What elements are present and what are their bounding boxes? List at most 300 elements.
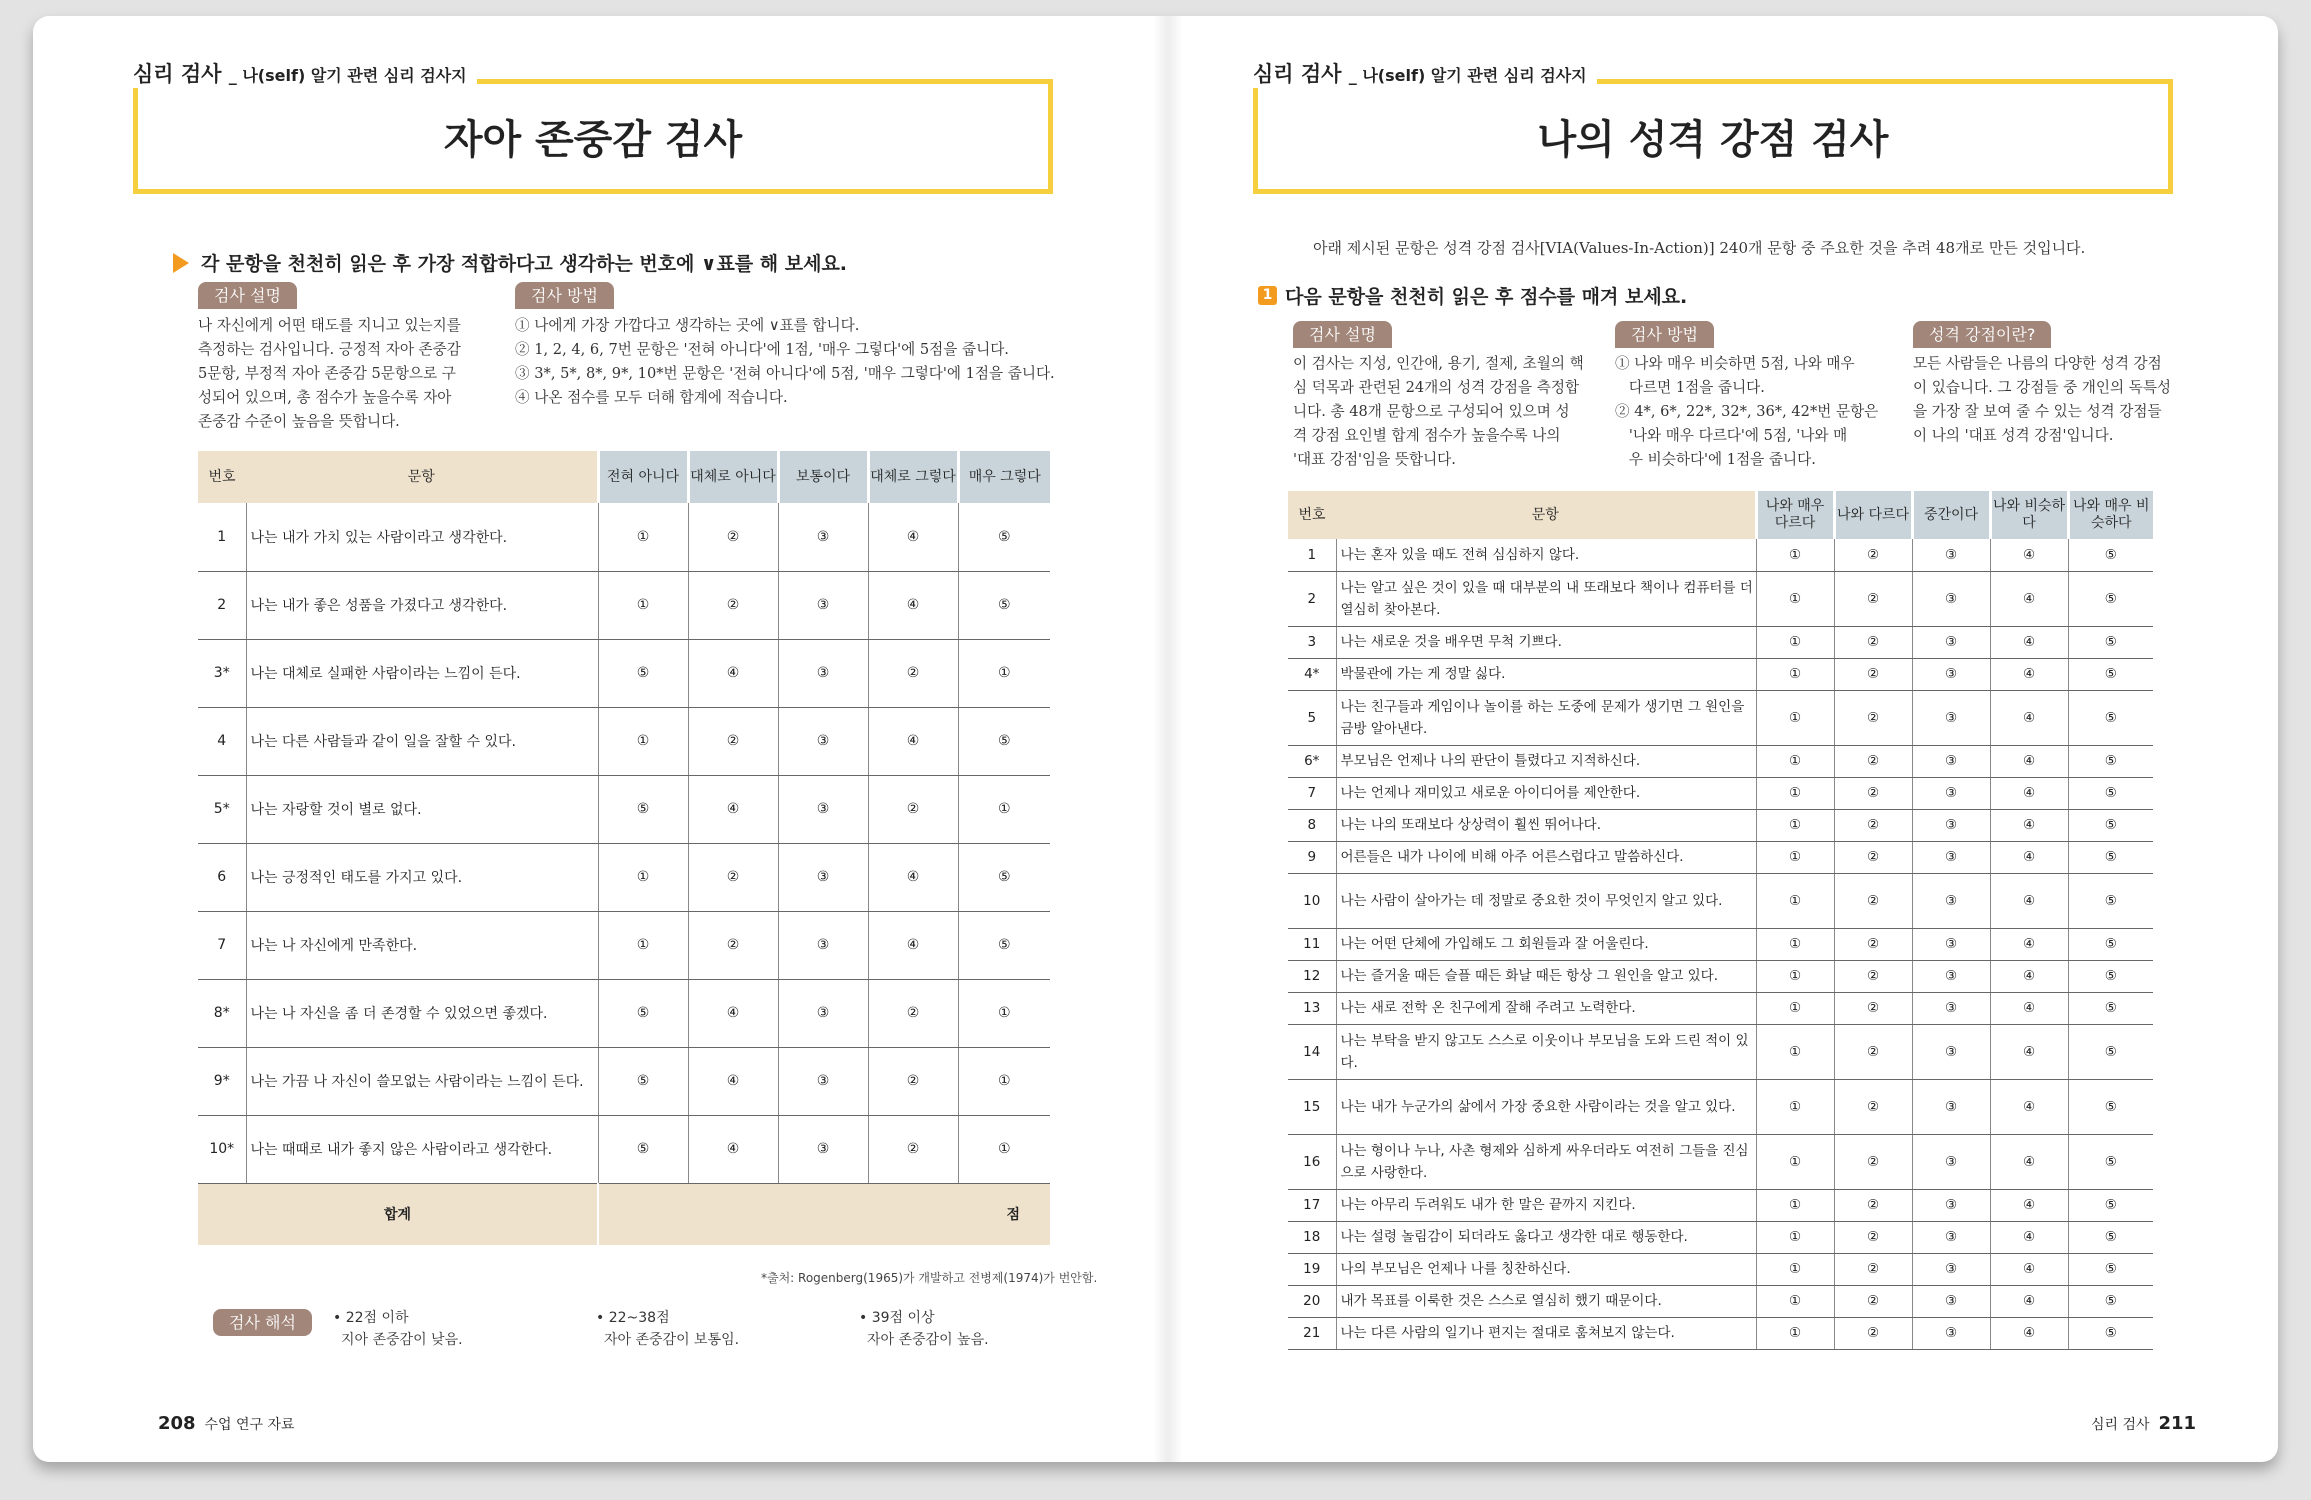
score-option[interactable]: ② xyxy=(688,911,778,979)
row-number: 18 xyxy=(1288,1221,1336,1253)
category-label: 심리 검사 _ 나(self) 알기 관련 심리 검사지 xyxy=(1253,58,1597,88)
row-question: 나는 나의 또래보다 상상력이 훨씬 뛰어나다. xyxy=(1336,809,1756,841)
table-row xyxy=(198,503,1050,571)
desc-line: 5문항, 부정적 자아 존중감 5문항으로 구 xyxy=(198,365,456,382)
desc-line: 성되어 있으며, 총 점수가 높을수록 자아 xyxy=(198,389,452,406)
score-option[interactable]: ① xyxy=(598,571,688,639)
table-row xyxy=(198,571,1050,639)
row-number: 7 xyxy=(198,911,246,979)
total-row xyxy=(198,1183,1050,1245)
score-option[interactable]: ⑤ xyxy=(598,1115,688,1183)
row-number: 5* xyxy=(198,775,246,843)
score-option[interactable]: ① xyxy=(1756,873,1834,928)
method-text xyxy=(1615,352,1878,472)
score-option[interactable]: ⑤ xyxy=(2068,745,2153,777)
table-row xyxy=(1288,539,2153,571)
score-option[interactable]: ④ xyxy=(1990,992,2068,1024)
row-question: 나는 가끔 나 자신이 쓸모없는 사람이라는 느낌이 든다. xyxy=(246,1047,598,1115)
score-option[interactable]: ④ xyxy=(1990,928,2068,960)
total-label: 합계 xyxy=(198,1183,598,1245)
score-option[interactable]: ⑤ xyxy=(2068,1189,2153,1221)
score-option[interactable]: ③ xyxy=(1912,1134,1990,1189)
score-option[interactable]: ⑤ xyxy=(598,639,688,707)
header-c4: 대체로 그렇다 xyxy=(868,451,958,503)
row-question: 나는 혼자 있을 때도 전혀 심심하지 않다. xyxy=(1336,539,1756,571)
source-note: *출처: Rogenberg(1965)가 개발하고 전병제(1974)가 번안함. xyxy=(761,1271,1098,1285)
row-number: 6* xyxy=(1288,745,1336,777)
score-option[interactable]: ③ xyxy=(1912,1189,1990,1221)
score-option[interactable]: ② xyxy=(1834,1253,1912,1285)
table-row xyxy=(1288,992,2153,1024)
score-option[interactable]: ⑤ xyxy=(2068,1221,2153,1253)
score-option[interactable]: ④ xyxy=(1990,1317,2068,1349)
score-option[interactable]: ① xyxy=(1756,1189,1834,1221)
strength-line: 이 있습니다. 그 강점들 중 개인의 독특성 xyxy=(1913,379,2172,396)
score-option[interactable]: ② xyxy=(1834,1024,1912,1079)
row-number: 3 xyxy=(1288,626,1336,658)
score-option[interactable]: ④ xyxy=(868,843,958,911)
score-option[interactable]: ① xyxy=(1756,1024,1834,1079)
score-option[interactable]: ① xyxy=(1756,1317,1834,1349)
row-question: 나는 아무리 두려워도 내가 한 말은 끝까지 지킨다. xyxy=(1336,1189,1756,1221)
row-number: 21 xyxy=(1288,1317,1336,1349)
table-row xyxy=(1288,960,2153,992)
score-option[interactable]: ② xyxy=(868,1115,958,1183)
score-option[interactable]: ③ xyxy=(1912,777,1990,809)
table-row xyxy=(1288,809,2153,841)
score-option[interactable]: ② xyxy=(1834,809,1912,841)
header-c2: 대체로 아니다 xyxy=(688,451,778,503)
row-question: 나는 어떤 단체에 가입해도 그 회원들과 잘 어울린다. xyxy=(1336,928,1756,960)
method-line: 다르면 1점을 줍니다. xyxy=(1615,379,1765,396)
header-no: 번호 xyxy=(198,451,246,503)
header-c1: 나와 매우 다르다 xyxy=(1756,491,1834,539)
score-option[interactable]: ④ xyxy=(1990,1221,2068,1253)
score-option[interactable]: ① xyxy=(958,775,1050,843)
score-option[interactable]: ① xyxy=(958,979,1050,1047)
score-option[interactable]: ④ xyxy=(868,911,958,979)
header-no: 번호 xyxy=(1288,491,1336,539)
row-question: 나는 다른 사람들과 같이 일을 잘할 수 있다. xyxy=(246,707,598,775)
row-question: 나는 친구들과 게임이나 놀이를 하는 도중에 문제가 생기면 그 원인을 금방 알아낸다. xyxy=(1336,690,1756,745)
score-option[interactable]: ② xyxy=(1834,745,1912,777)
score-option[interactable]: ④ xyxy=(1990,777,2068,809)
score-option[interactable]: ① xyxy=(598,707,688,775)
score-option[interactable]: ③ xyxy=(1912,745,1990,777)
table-row xyxy=(1288,690,2153,745)
score-option[interactable]: ⑤ xyxy=(2068,992,2153,1024)
row-question: 나는 사람이 살아가는 데 정말로 중요한 것이 무엇인지 알고 있다. xyxy=(1336,873,1756,928)
table-row xyxy=(1288,928,2153,960)
score-option[interactable]: ② xyxy=(1834,658,1912,690)
score-option[interactable]: ① xyxy=(1756,777,1834,809)
table-row xyxy=(198,639,1050,707)
score-option[interactable]: ⑤ xyxy=(2068,777,2153,809)
book-spine xyxy=(1153,16,1183,1462)
score-option[interactable]: ④ xyxy=(1990,1079,2068,1134)
score-option[interactable]: ④ xyxy=(1990,658,2068,690)
score-option[interactable]: ① xyxy=(958,1047,1050,1115)
score-option[interactable]: ④ xyxy=(1990,539,2068,571)
desc-line: '대표 강점'임을 뜻합니다. xyxy=(1293,451,1456,468)
score-option[interactable]: ② xyxy=(1834,1317,1912,1349)
score-option[interactable]: ⑤ xyxy=(2068,873,2153,928)
header-item: 문항 xyxy=(1336,491,1756,539)
method-line: ① 나에게 가장 가깝다고 생각하는 곳에 ∨표를 합니다. xyxy=(515,317,860,334)
score-option[interactable]: ⑤ xyxy=(2068,1079,2153,1134)
row-question: 나는 내가 가치 있는 사람이라고 생각한다. xyxy=(246,503,598,571)
score-option[interactable]: ③ xyxy=(1912,1253,1990,1285)
score-option[interactable]: ③ xyxy=(1912,658,1990,690)
score-option[interactable]: ③ xyxy=(1912,571,1990,626)
score-option[interactable]: ⑤ xyxy=(2068,1317,2153,1349)
score-option[interactable]: ④ xyxy=(1990,1024,2068,1079)
score-option[interactable]: ② xyxy=(1834,1221,1912,1253)
score-option[interactable]: ② xyxy=(1834,1134,1912,1189)
table-row xyxy=(198,843,1050,911)
score-option[interactable]: ① xyxy=(1756,960,1834,992)
row-number: 1 xyxy=(1288,539,1336,571)
row-number: 5 xyxy=(1288,690,1336,745)
score-option[interactable]: ⑤ xyxy=(958,843,1050,911)
score-option[interactable]: ③ xyxy=(1912,841,1990,873)
table-row xyxy=(1288,626,2153,658)
header-c5: 매우 그렇다 xyxy=(958,451,1050,503)
category-label: 심리 검사 _ 나(self) 알기 관련 심리 검사지 xyxy=(133,58,477,88)
score-option[interactable]: ② xyxy=(1834,992,1912,1024)
row-question: 나는 나 자신에게 만족한다. xyxy=(246,911,598,979)
row-number: 10* xyxy=(198,1115,246,1183)
score-option[interactable]: ② xyxy=(688,843,778,911)
score-option[interactable]: ⑤ xyxy=(2068,928,2153,960)
score-option[interactable]: ④ xyxy=(1990,571,2068,626)
score-option[interactable]: ② xyxy=(688,707,778,775)
score-option[interactable]: ② xyxy=(868,1047,958,1115)
score-option[interactable]: ③ xyxy=(778,639,868,707)
score-option[interactable]: ④ xyxy=(1990,745,2068,777)
score-option[interactable]: ③ xyxy=(1912,960,1990,992)
score-option[interactable]: ⑤ xyxy=(2068,539,2153,571)
score-option[interactable]: ③ xyxy=(778,979,868,1047)
score-option[interactable]: ⑤ xyxy=(598,775,688,843)
interp-badge: 검사 해석 xyxy=(213,1309,312,1336)
score-option[interactable]: ② xyxy=(1834,777,1912,809)
desc-text xyxy=(198,314,461,434)
score-option[interactable]: ② xyxy=(1834,928,1912,960)
score-option[interactable]: ① xyxy=(1756,1079,1834,1134)
intro-text: 아래 제시된 문항은 성격 강점 검사[VIA(Values-In-Action)] 240개 문항 중 주요한 것을 추려 48개로 만든 것입니다. xyxy=(1313,239,2086,257)
strength-line: 이 나의 '대표 성격 강점'입니다. xyxy=(1913,427,2114,444)
page-footer: 심리 검사 211 xyxy=(2091,1413,2197,1434)
method-line: ③ 3*, 5*, 8*, 9*, 10*번 문항은 '전혀 아니다'에 5점, '매우 그렇다'에 1점을 줍니다. xyxy=(515,365,1055,382)
score-option[interactable]: ① xyxy=(598,911,688,979)
score-option[interactable]: ④ xyxy=(1990,1253,2068,1285)
score-option[interactable]: ① xyxy=(1756,626,1834,658)
score-option[interactable]: ③ xyxy=(1912,1221,1990,1253)
score-option[interactable]: ③ xyxy=(778,571,868,639)
score-option[interactable]: ⑤ xyxy=(2068,1253,2153,1285)
page-footer: 208 수업 연구 자료 xyxy=(158,1413,295,1434)
score-option[interactable]: ④ xyxy=(868,707,958,775)
row-question: 나는 형이나 누나, 사촌 형제와 심하게 싸우더라도 여전히 그들을 진심으로 사랑한다. xyxy=(1336,1134,1756,1189)
row-question: 나는 자랑할 것이 별로 없다. xyxy=(246,775,598,843)
arrow-icon xyxy=(173,253,189,273)
table-row xyxy=(1288,1253,2153,1285)
table-row xyxy=(1288,1317,2153,1349)
score-option[interactable]: ③ xyxy=(1912,809,1990,841)
score-option[interactable]: ④ xyxy=(1990,1134,2068,1189)
score-option[interactable]: ⑤ xyxy=(598,979,688,1047)
score-option[interactable]: ① xyxy=(1756,539,1834,571)
strength-text xyxy=(1913,352,2171,448)
header-item: 문항 xyxy=(246,451,598,503)
method-line: ② 4*, 6*, 22*, 32*, 36*, 42*번 문항은 xyxy=(1615,403,1879,420)
header-c5: 나와 매우 비슷하다 xyxy=(2068,491,2153,539)
score-option[interactable]: ④ xyxy=(1990,873,2068,928)
table-row xyxy=(1288,1079,2153,1134)
score-option[interactable]: ④ xyxy=(688,775,778,843)
table-row xyxy=(198,1115,1050,1183)
score-option[interactable]: ⑤ xyxy=(2068,841,2153,873)
score-option[interactable]: ⑤ xyxy=(958,503,1050,571)
score-option[interactable]: ② xyxy=(1834,1189,1912,1221)
score-option[interactable]: ③ xyxy=(1912,1317,1990,1349)
interp-3: • 39점 이상 자아 존중감이 높음. xyxy=(859,1310,989,1348)
header-c2: 나와 다르다 xyxy=(1834,491,1912,539)
score-option[interactable]: ③ xyxy=(778,911,868,979)
score-option[interactable]: ② xyxy=(868,979,958,1047)
score-option[interactable]: ④ xyxy=(868,571,958,639)
row-number: 3* xyxy=(198,639,246,707)
score-option[interactable]: ② xyxy=(868,639,958,707)
score-option[interactable]: ③ xyxy=(778,503,868,571)
score-option[interactable]: ③ xyxy=(778,707,868,775)
score-option[interactable]: ② xyxy=(868,775,958,843)
interp-2: • 22~38점 자아 존중감이 보통임. xyxy=(596,1310,740,1348)
score-option[interactable]: ① xyxy=(1756,992,1834,1024)
score-option[interactable]: ⑤ xyxy=(2068,809,2153,841)
instruction: 각 문항을 천천히 읽은 후 가장 적합하다고 생각하는 번호에 ∨표를 해 보세요. xyxy=(173,249,847,276)
method-line: ② 1, 2, 4, 6, 7번 문항은 '전혀 아니다'에 1점, '매우 그렇다'에 5점을 줍니다. xyxy=(515,341,1009,358)
row-question: 어른들은 내가 나이에 비해 아주 어른스럽다고 말씀하신다. xyxy=(1336,841,1756,873)
table-row xyxy=(1288,1024,2153,1079)
row-question: 박물관에 가는 게 정말 싫다. xyxy=(1336,658,1756,690)
score-option[interactable]: ① xyxy=(958,1115,1050,1183)
score-option[interactable]: ① xyxy=(1756,841,1834,873)
row-number: 15 xyxy=(1288,1079,1336,1134)
method-line: '나와 매우 다르다'에 5점, '나와 매 xyxy=(1615,427,1848,444)
score-option[interactable]: ① xyxy=(1756,745,1834,777)
score-option[interactable]: ② xyxy=(1834,841,1912,873)
row-number: 13 xyxy=(1288,992,1336,1024)
total-field[interactable]: 점 xyxy=(598,1183,1050,1245)
self-esteem-table xyxy=(198,451,1050,1245)
row-number: 8 xyxy=(1288,809,1336,841)
row-question: 나는 때때로 내가 좋지 않은 사람이라고 생각한다. xyxy=(246,1115,598,1183)
table-row xyxy=(1288,658,2153,690)
score-option[interactable]: ④ xyxy=(1990,841,2068,873)
row-question: 나는 부탁을 받지 않고도 스스로 이웃이나 부모님을 도와 드린 적이 있다. xyxy=(1336,1024,1756,1079)
score-option[interactable]: ② xyxy=(1834,690,1912,745)
score-option[interactable]: ① xyxy=(1756,928,1834,960)
score-option[interactable]: ④ xyxy=(688,639,778,707)
row-number: 1 xyxy=(198,503,246,571)
row-number: 20 xyxy=(1288,1285,1336,1317)
score-option[interactable]: ④ xyxy=(1990,1285,2068,1317)
table-row xyxy=(198,707,1050,775)
score-option[interactable]: ③ xyxy=(1912,690,1990,745)
score-option[interactable]: ⑤ xyxy=(598,1047,688,1115)
score-option[interactable]: ① xyxy=(1756,1221,1834,1253)
row-number: 17 xyxy=(1288,1189,1336,1221)
header-c4: 나와 비슷하다 xyxy=(1990,491,2068,539)
row-question: 나의 부모님은 언제나 나를 칭찬하신다. xyxy=(1336,1253,1756,1285)
score-option[interactable]: ② xyxy=(1834,1079,1912,1134)
instruction: 1 다음 문항을 천천히 읽은 후 점수를 매겨 보세요. xyxy=(1258,282,1687,309)
score-option[interactable]: ⑤ xyxy=(2068,658,2153,690)
score-option[interactable]: ③ xyxy=(778,843,868,911)
row-number: 2 xyxy=(198,571,246,639)
score-option[interactable]: ③ xyxy=(1912,873,1990,928)
score-option[interactable]: ③ xyxy=(1912,1079,1990,1134)
score-option[interactable]: ① xyxy=(958,639,1050,707)
score-option[interactable]: ④ xyxy=(688,979,778,1047)
method-badge: 검사 방법 xyxy=(515,282,614,309)
row-number: 9* xyxy=(198,1047,246,1115)
score-option[interactable]: ⑤ xyxy=(958,911,1050,979)
page-title: 자아 존중감 검사 xyxy=(133,79,1053,194)
row-question: 내가 목표를 이룩한 것은 스스로 열심히 했기 때문이다. xyxy=(1336,1285,1756,1317)
strength-line: 모든 사람들은 나름의 다양한 성격 강점 xyxy=(1913,355,2162,372)
score-option[interactable]: ④ xyxy=(1990,960,2068,992)
page-title: 나의 성격 강점 검사 xyxy=(1253,79,2173,194)
row-number: 14 xyxy=(1288,1024,1336,1079)
score-option[interactable]: ④ xyxy=(1990,626,2068,658)
score-option[interactable]: ② xyxy=(1834,873,1912,928)
score-option[interactable]: ② xyxy=(1834,571,1912,626)
score-option[interactable]: ③ xyxy=(1912,992,1990,1024)
score-option[interactable]: ② xyxy=(1834,626,1912,658)
score-option[interactable]: ① xyxy=(1756,809,1834,841)
method-line: ④ 나온 점수를 모두 더해 합계에 적습니다. xyxy=(515,389,788,406)
score-option[interactable]: ④ xyxy=(1990,1189,2068,1221)
row-question: 나는 언제나 재미있고 새로운 아이디어를 제안한다. xyxy=(1336,777,1756,809)
table-row xyxy=(1288,571,2153,626)
score-option[interactable]: ② xyxy=(1834,960,1912,992)
right-page xyxy=(1253,16,2213,1462)
score-option[interactable]: ⑤ xyxy=(2068,960,2153,992)
score-option[interactable]: ① xyxy=(1756,571,1834,626)
table-row xyxy=(198,1047,1050,1115)
score-option[interactable]: ⑤ xyxy=(2068,1024,2153,1079)
score-option[interactable]: ③ xyxy=(1912,928,1990,960)
score-option[interactable]: ② xyxy=(1834,1285,1912,1317)
row-question: 나는 나 자신을 좀 더 존경할 수 있었으면 좋겠다. xyxy=(246,979,598,1047)
desc-badge: 검사 설명 xyxy=(1293,321,1392,348)
score-option[interactable]: ⑤ xyxy=(958,707,1050,775)
score-option[interactable]: ③ xyxy=(1912,539,1990,571)
score-option[interactable]: ④ xyxy=(688,1115,778,1183)
table-row xyxy=(1288,777,2153,809)
row-number: 8* xyxy=(198,979,246,1047)
score-option[interactable]: ① xyxy=(598,503,688,571)
score-option[interactable]: ① xyxy=(1756,1134,1834,1189)
row-question: 나는 대체로 실패한 사람이라는 느낌이 든다. xyxy=(246,639,598,707)
score-option[interactable]: ① xyxy=(598,843,688,911)
row-question: 나는 다른 사람의 일기나 편지는 절대로 훔쳐보지 않는다. xyxy=(1336,1317,1756,1349)
table-row xyxy=(198,775,1050,843)
desc-line: 격 강점 요인별 합계 점수가 높을수록 나의 xyxy=(1293,427,1561,444)
score-option[interactable]: ③ xyxy=(778,1047,868,1115)
method-line: 우 비슷하다'에 1점을 줍니다. xyxy=(1615,451,1816,468)
left-page xyxy=(133,16,1098,1462)
table-row xyxy=(1288,1285,2153,1317)
score-option[interactable]: ④ xyxy=(868,503,958,571)
table-row xyxy=(1288,1134,2153,1189)
row-number: 9 xyxy=(1288,841,1336,873)
row-number: 6 xyxy=(198,843,246,911)
table-row xyxy=(1288,873,2153,928)
row-number: 4* xyxy=(1288,658,1336,690)
score-option[interactable]: ② xyxy=(1834,539,1912,571)
score-option[interactable]: ③ xyxy=(778,775,868,843)
row-number: 2 xyxy=(1288,571,1336,626)
table-row xyxy=(1288,841,2153,873)
interp-1: • 22점 이하 지아 존중감이 낮음. xyxy=(333,1310,463,1348)
row-question: 나는 내가 누군가의 삶에서 가장 중요한 사람이라는 것을 알고 있다. xyxy=(1336,1079,1756,1134)
row-number: 19 xyxy=(1288,1253,1336,1285)
score-option[interactable]: ⑤ xyxy=(2068,1285,2153,1317)
score-option[interactable]: ④ xyxy=(1990,809,2068,841)
row-number: 16 xyxy=(1288,1134,1336,1189)
score-option[interactable]: ② xyxy=(688,571,778,639)
method-badge: 검사 방법 xyxy=(1615,321,1714,348)
desc-line: 이 검사는 지성, 인간애, 용기, 절제, 초월의 핵 xyxy=(1293,355,1584,372)
score-option[interactable]: ③ xyxy=(778,1115,868,1183)
score-option[interactable]: ④ xyxy=(1990,690,2068,745)
score-option[interactable]: ① xyxy=(1756,658,1834,690)
row-number: 7 xyxy=(1288,777,1336,809)
score-option[interactable]: ③ xyxy=(1912,1285,1990,1317)
score-option[interactable]: ④ xyxy=(688,1047,778,1115)
score-option[interactable]: ① xyxy=(1756,690,1834,745)
row-question: 나는 설령 놀림감이 되더라도 옳다고 생각한 대로 행동한다. xyxy=(1336,1221,1756,1253)
score-option[interactable]: ① xyxy=(1756,1253,1834,1285)
score-option[interactable]: ③ xyxy=(1912,1024,1990,1079)
table-row xyxy=(1288,1221,2153,1253)
desc-line: 존중감 수준이 높음을 뜻합니다. xyxy=(198,413,400,430)
score-option[interactable]: ⑤ xyxy=(2068,690,2153,745)
score-option[interactable]: ② xyxy=(688,503,778,571)
character-strength-table xyxy=(1288,491,2153,1350)
score-option[interactable]: ① xyxy=(1756,1285,1834,1317)
desc-line: 나 자신에게 어떤 태도를 지니고 있는지를 xyxy=(198,317,461,334)
score-option[interactable]: ③ xyxy=(1912,626,1990,658)
row-question: 나는 내가 좋은 성품을 가졌다고 생각한다. xyxy=(246,571,598,639)
method-text xyxy=(515,314,1055,410)
table-row xyxy=(198,979,1050,1047)
score-option[interactable]: ⑤ xyxy=(2068,571,2153,626)
score-option[interactable]: ⑤ xyxy=(2068,1134,2153,1189)
row-question: 나는 즐거울 때든 슬플 때든 화날 때든 항상 그 원인을 알고 있다. xyxy=(1336,960,1756,992)
score-option[interactable]: ⑤ xyxy=(958,571,1050,639)
row-question: 나는 알고 싶은 것이 있을 때 대부분의 내 또래보다 책이나 컴퓨터를 더 열심히 찾아본다. xyxy=(1336,571,1756,626)
table-row xyxy=(198,911,1050,979)
score-option[interactable]: ⑤ xyxy=(2068,626,2153,658)
header-c3: 중간이다 xyxy=(1912,491,1990,539)
table-row xyxy=(1288,745,2153,777)
desc-badge: 검사 설명 xyxy=(198,282,297,309)
